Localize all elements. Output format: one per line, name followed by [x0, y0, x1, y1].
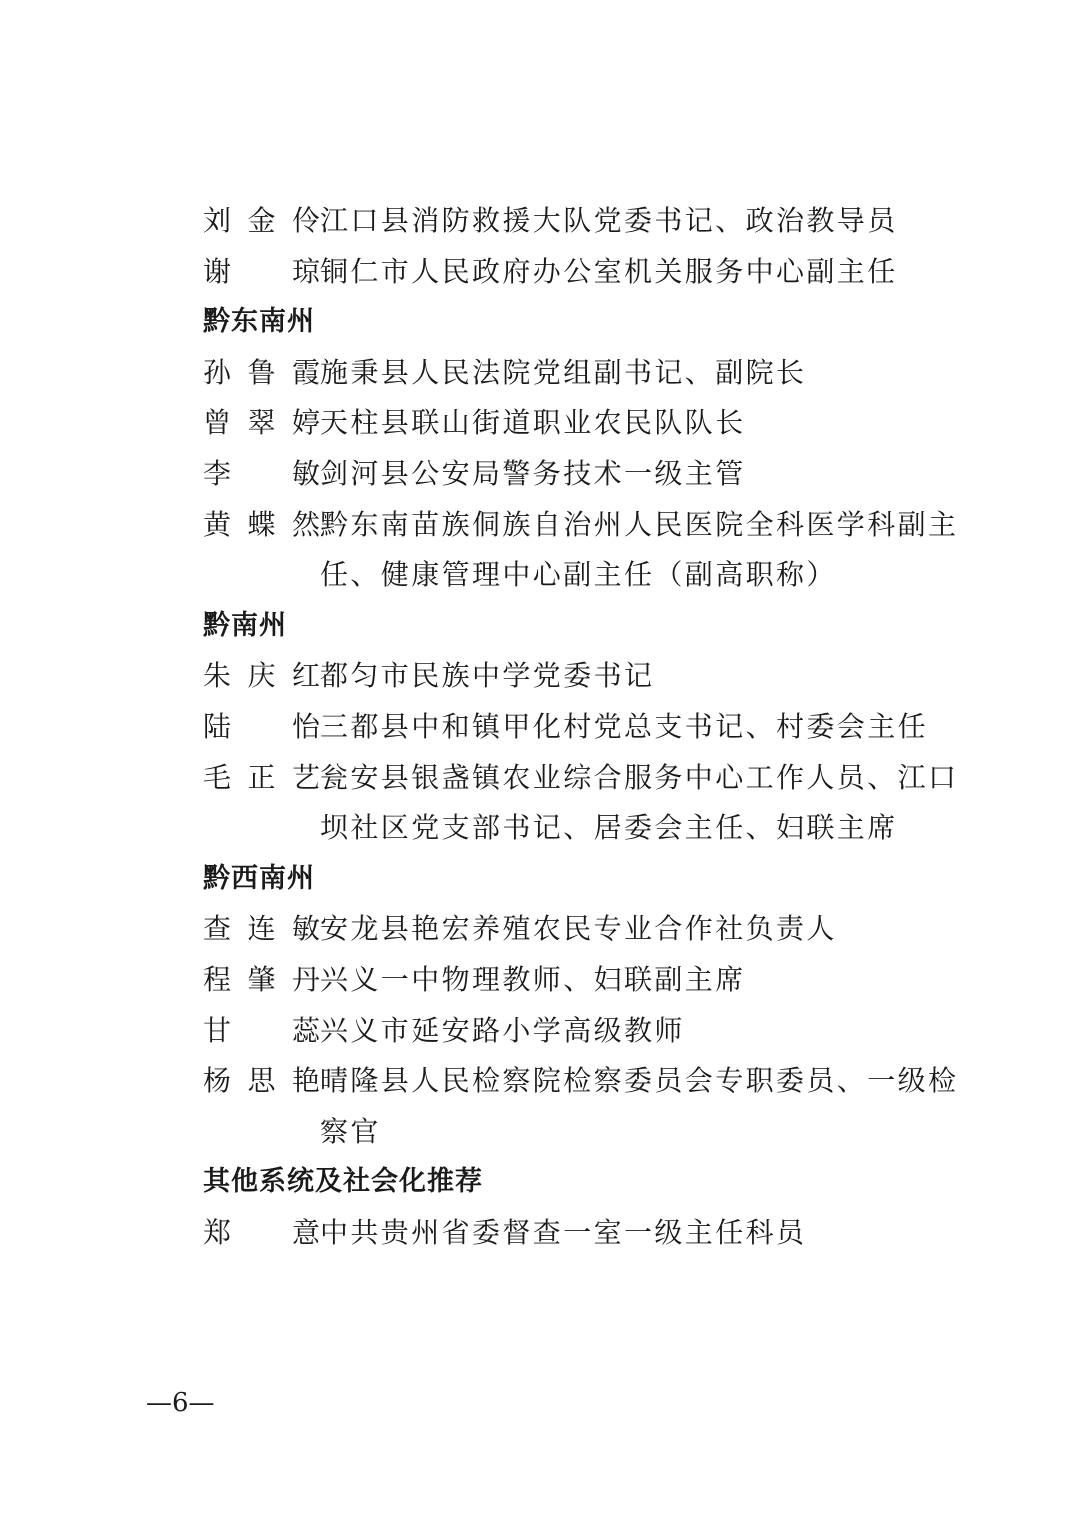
person-position: 江口县消防救援大队党委书记、政治教导员 — [320, 204, 898, 237]
list-item — [203, 1208, 963, 1259]
person-name: 朱 庆 红 — [203, 659, 320, 693]
person-position: 铜仁市人民政府办公室机关服务中心副主任 — [320, 254, 898, 288]
person-name: 黄 蝶 然 — [203, 507, 320, 541]
list-item — [203, 753, 963, 854]
page-number: —6— — [146, 1388, 215, 1418]
list-item — [203, 955, 963, 1006]
person-position: 三都县中和镇甲化村党总支书记、村委会主任 — [320, 709, 929, 743]
person-position: 剑河县公安局警务技术一级主管 — [320, 456, 746, 490]
person-name: 程 肇 丹 — [203, 962, 320, 996]
person-name: 谢 琼 — [203, 254, 320, 288]
person-position: 都匀市民族中学党委书记 — [320, 659, 655, 693]
person-name: 毛 正 艺 — [203, 760, 320, 794]
person-name: 曾 翠 婷 — [203, 406, 320, 440]
person-position: 中共贵州省委督查一室一级主任科员 — [320, 1215, 807, 1249]
person-name: 陆 怡 — [203, 709, 320, 743]
person-name: 杨 思 艳 — [203, 1064, 320, 1098]
list-item — [203, 196, 963, 247]
name-list — [203, 196, 963, 1258]
person-name: 刘 金 伶 — [203, 204, 320, 237]
person-name: 郑 意 — [203, 1215, 320, 1249]
person-position: 黔东南苗族侗族自治州人民医院全科医学科副主任、健康管理中心副主任（副高职称） — [320, 507, 959, 592]
section-heading: 其他系统及社会化推荐 — [203, 1166, 483, 1198]
list-item — [203, 1056, 963, 1157]
person-position: 施秉县人民法院党组副书记、副院长 — [320, 355, 807, 389]
person-name: 孙 鲁 霞 — [203, 355, 320, 389]
person-position: 天柱县联山街道职业农民队队长 — [320, 406, 746, 440]
person-name: 甘 蕊 — [203, 1013, 320, 1047]
section-heading: 黔南州 — [203, 609, 287, 641]
list-item — [203, 1006, 963, 1057]
list-item — [203, 904, 963, 955]
list-item — [203, 500, 963, 601]
person-position: 晴隆县人民检察院检察委员会专职委员、一级检察官 — [320, 1064, 959, 1148]
section-heading: 黔西南州 — [203, 862, 315, 894]
person-position: 安龙县艳宏养殖农民专业合作社负责人 — [320, 912, 837, 946]
person-name: 查 连 敏 — [203, 912, 320, 946]
list-item — [203, 398, 963, 449]
list-item — [203, 247, 963, 298]
section-heading: 黔东南州 — [203, 306, 315, 338]
person-position: 兴义市延安路小学高级教师 — [320, 1013, 685, 1047]
list-item — [203, 702, 963, 753]
person-position: 兴义一中物理教师、妇联副主席 — [320, 962, 746, 996]
list-item — [203, 348, 963, 399]
list-item — [203, 449, 963, 500]
list-item — [203, 651, 963, 702]
person-name: 李 敏 — [203, 456, 320, 490]
person-position: 瓮安县银盏镇农业综合服务中心工作人员、江口坝社区党支部书记、居委会主任、妇联主席 — [320, 760, 959, 845]
